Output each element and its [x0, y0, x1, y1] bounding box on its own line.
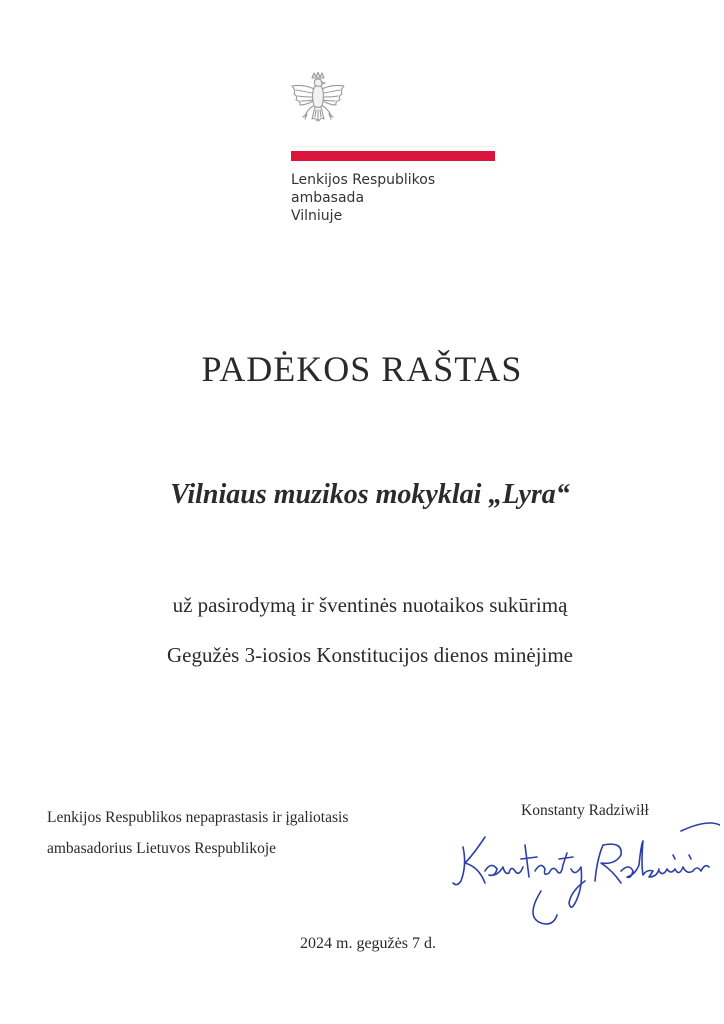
embassy-line-3: Vilniuje: [291, 208, 343, 224]
reason-line-2: Gegužės 3-iosios Konstitucijos dienos minėjime: [167, 643, 573, 667]
ambassador-title-line-1: Lenkijos Respublikos nepaprastasis ir įgaliotasis: [47, 809, 349, 826]
embassy-line-1: Lenkijos Respublikos: [291, 172, 436, 188]
embassy-name: [291, 171, 435, 225]
reason-line-1: už pasirodymą ir šventinės nuotaikos sukūrimą: [172, 593, 568, 617]
ambassador-name: Konstanty Radziwiłł: [521, 802, 649, 819]
ambassador-title-line-2: ambasadorius Lietuvos Respublikoje: [47, 840, 277, 857]
ambassador-title: [47, 802, 348, 864]
handwritten-signature: [445, 815, 720, 930]
document-title: PADĖKOS RAŠTAS: [201, 349, 523, 389]
white-eagle-emblem-icon: [288, 72, 348, 134]
embassy-line-2: ambasada: [291, 190, 365, 206]
flag-red-stripe: [291, 151, 495, 161]
document-date: 2024 m. gegužės 7 d.: [300, 935, 436, 952]
recipient-name: Vilniaus muzikos mokyklai „Lyra“: [170, 479, 570, 510]
